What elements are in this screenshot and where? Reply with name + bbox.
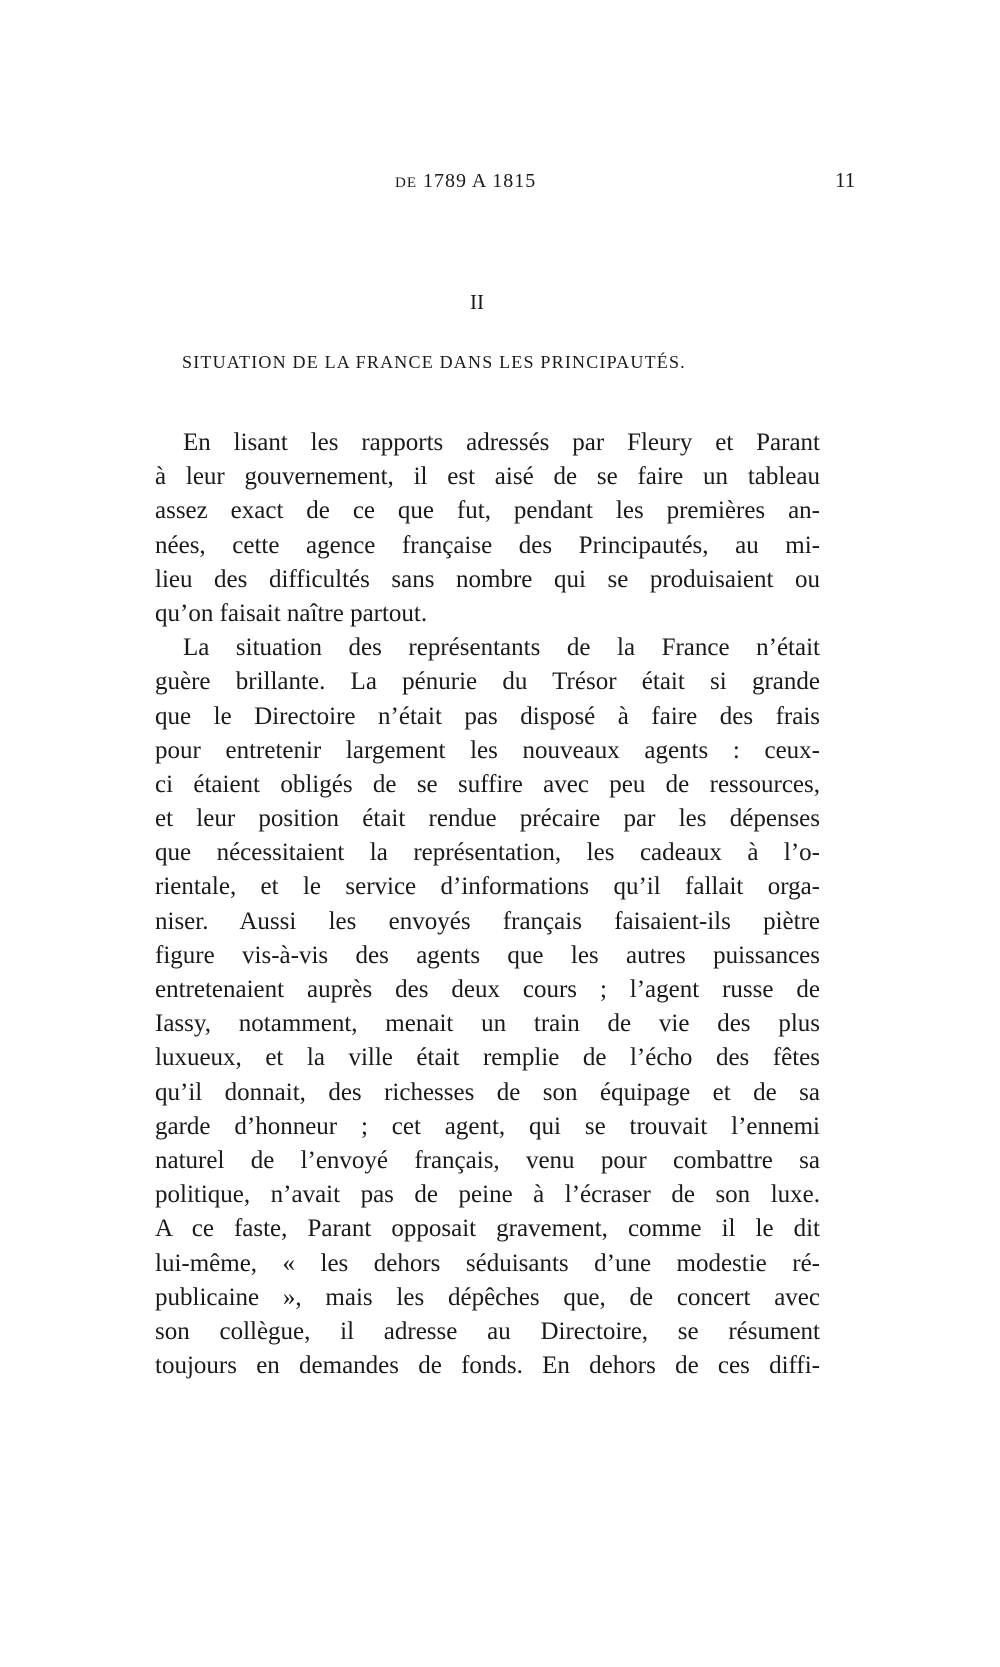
text-line: que nécessitaient la représentation, les cadeaux à l’o-	[155, 839, 820, 867]
text-line: lieu des difficultés sans nombre qui se produisaient ou	[155, 565, 820, 593]
text-line: niser. Aussi les envoyés français faisaient-ils piètre	[155, 907, 820, 935]
text-line: qu’il donnait, des richesses de son équipage et de sa	[155, 1078, 820, 1106]
text-line: A ce faste, Parant opposait gravement, comme il le dit	[155, 1215, 820, 1243]
text-line: pour entretenir largement les nouveaux agents : ceux-	[155, 736, 820, 764]
text-line: Iassy, notamment, menait un train de vie des plus	[155, 1010, 820, 1038]
text-line: publicaine », mais les dépêches que, de concert avec	[155, 1283, 820, 1311]
text-line: figure vis-à-vis des agents que les autres puissances	[155, 941, 820, 969]
text-line: En lisant les rapports adressés par Fleury et Parant	[183, 429, 820, 456]
text-line: La situation des représentants de la France n’était	[183, 634, 820, 662]
text-line: son collègue, il adresse au Directoire, se résument	[155, 1317, 820, 1345]
text-line: toujours en demandes de fonds. En dehors de ces diffi-	[155, 1352, 820, 1380]
text-line: assez exact de ce que fut, pendant les premières an-	[155, 497, 820, 525]
text-line: nées, cette agence française des Principautés, au mi-	[155, 531, 820, 559]
text-line: ci étaient obligés de se suffire avec peu de ressources,	[155, 770, 820, 798]
text-line: luxueux, et la ville était remplie de l’écho des fêtes	[155, 1044, 820, 1072]
running-head-years: 1789 A 1815	[423, 170, 537, 192]
running-head	[395, 170, 536, 193]
text-line: garde d’honneur ; cet agent, qui se trouvait l’ennemi	[155, 1112, 820, 1140]
text-line: politique, n’avait pas de peine à l’écraser de son luxe.	[155, 1181, 820, 1209]
text-line: que le Directoire n’était pas disposé à faire des frais	[155, 702, 820, 730]
text-line: guère brillante. La pénurie du Trésor était si grande	[155, 668, 820, 696]
text-line: lui-même, « les dehors séduisants d’une modestie ré-	[155, 1249, 820, 1277]
text-line: qu’on faisait naître partout.	[155, 599, 428, 627]
body-text	[155, 426, 820, 1383]
section-number: II	[470, 290, 484, 314]
page-number: 11	[835, 168, 856, 192]
text-line: et leur position était rendue précaire par les dépenses	[155, 805, 820, 833]
text-line: entretenaient auprès des deux cours ; l’agent russe de	[155, 976, 820, 1003]
running-head-prefix: DE	[395, 175, 417, 191]
section-title: SITUATION DE LA FRANCE DANS LES PRINCIPAUTÉS.	[182, 352, 686, 372]
text-line: rientale, et le service d’informations qu’il fallait orga-	[155, 873, 820, 901]
text-line: naturel de l’envoyé français, venu pour combattre sa	[155, 1146, 820, 1174]
text-line: à leur gouvernement, il est aisé de se faire un tableau	[155, 463, 820, 491]
